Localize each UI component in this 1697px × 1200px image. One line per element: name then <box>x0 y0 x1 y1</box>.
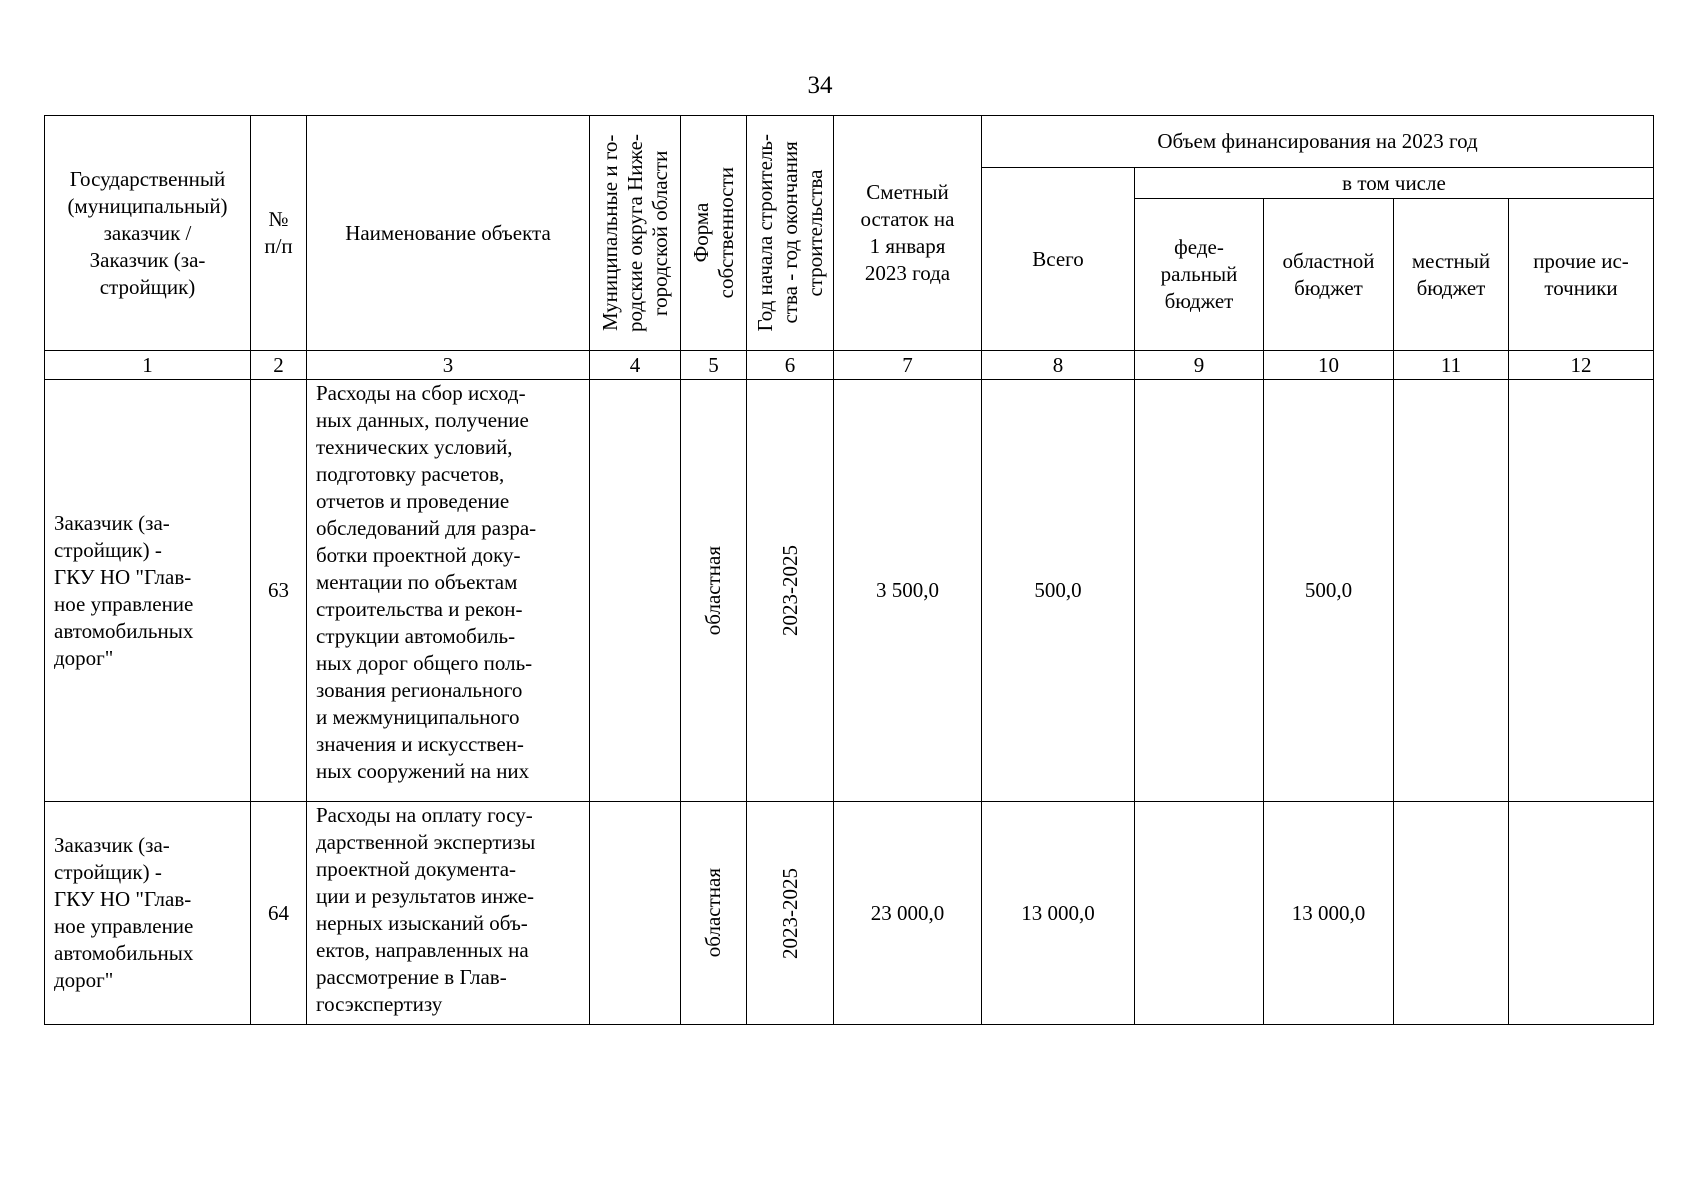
header-years <box>747 116 834 351</box>
row-total: 500,0 <box>982 380 1135 802</box>
column-number: 2 <box>251 351 307 380</box>
header-years-text: Год начала строитель- ства - год окончания строительства <box>752 134 827 332</box>
column-number: 5 <box>681 351 747 380</box>
column-number: 11 <box>1394 351 1509 380</box>
column-number-row <box>45 351 1654 380</box>
header-local: местный бюджет <box>1394 199 1509 351</box>
header-municipal <box>590 116 681 351</box>
row-regional: 13 000,0 <box>1264 802 1394 1025</box>
header-name: Наименование объекта <box>307 116 590 351</box>
row-ownership-text: областная <box>701 868 725 958</box>
column-number: 4 <box>590 351 681 380</box>
row-federal <box>1135 380 1264 802</box>
row-object-name: Расходы на сбор исход- ных данных, получение технических условий, подготовку расчетов, отчетов и проведение обследований для разра- ботки проектной доку- ментации по объектам строительства и рекон- струкции автомобиль- ных дорог общего поль- зования регионального и межмуниципального значения и искусствен- ных сооружений на них <box>307 380 590 802</box>
row-other <box>1509 380 1654 802</box>
row-customer: Заказчик (за- стройщик) - ГКУ НО "Глав- ное управление автомобильных дорог" <box>45 380 251 802</box>
row-regional: 500,0 <box>1264 380 1394 802</box>
row-years-text: 2023-2025 <box>777 867 802 959</box>
row-federal <box>1135 802 1264 1025</box>
row-total: 13 000,0 <box>982 802 1135 1025</box>
header-total: Всего <box>982 168 1135 351</box>
column-number: 1 <box>45 351 251 380</box>
header-municipal-text: Муниципальные и го- родские округа Ниже- городской области <box>597 134 672 332</box>
header-ownership <box>681 116 747 351</box>
row-num: 63 <box>251 380 307 802</box>
row-ownership <box>681 380 747 802</box>
row-local <box>1394 380 1509 802</box>
column-number: 6 <box>747 351 834 380</box>
header-federal: феде- ральный бюджет <box>1135 199 1264 351</box>
header-num: № п/п <box>251 116 307 351</box>
table-row <box>45 802 1654 1025</box>
header-row-top <box>45 116 1654 168</box>
row-object-name: Расходы на оплату госу- дарственной экспертизы проектной документа- ции и результатов инже- нерных изысканий объ- ектов, направленных на рассмотрение в Глав- госэкспертизу <box>307 802 590 1025</box>
row-years <box>747 802 834 1025</box>
table-row <box>45 380 1654 802</box>
header-customer: Государственный (муниципальный) заказчик / Заказчик (за- стройщик) <box>45 116 251 351</box>
header-financing: Объем финансирования на 2023 год <box>982 116 1654 168</box>
column-number: 3 <box>307 351 590 380</box>
row-ownership <box>681 802 747 1025</box>
row-municipal <box>590 802 681 1025</box>
financing-table <box>44 115 1654 1025</box>
header-estimate: Сметный остаток на 1 января 2023 года <box>834 116 982 351</box>
column-number: 9 <box>1135 351 1264 380</box>
header-ownership-text: Форма собственности <box>688 167 738 299</box>
column-number: 7 <box>834 351 982 380</box>
row-estimate: 3 500,0 <box>834 380 982 802</box>
row-years-text: 2023-2025 <box>777 545 802 636</box>
row-other <box>1509 802 1654 1025</box>
column-number: 8 <box>982 351 1135 380</box>
row-municipal <box>590 380 681 802</box>
row-estimate: 23 000,0 <box>834 802 982 1025</box>
row-customer: Заказчик (за- стройщик) - ГКУ НО "Глав- ное управление автомобильных дорог" <box>45 802 251 1025</box>
header-regional: областной бюджет <box>1264 199 1394 351</box>
column-number: 10 <box>1264 351 1394 380</box>
row-years <box>747 380 834 802</box>
row-ownership-text: областная <box>701 545 725 636</box>
page-number: 34 <box>807 72 833 99</box>
row-local <box>1394 802 1509 1025</box>
row-num: 64 <box>251 802 307 1025</box>
column-number: 12 <box>1509 351 1654 380</box>
header-other: прочие ис- точники <box>1509 199 1654 351</box>
header-including: в том числе <box>1135 168 1654 199</box>
